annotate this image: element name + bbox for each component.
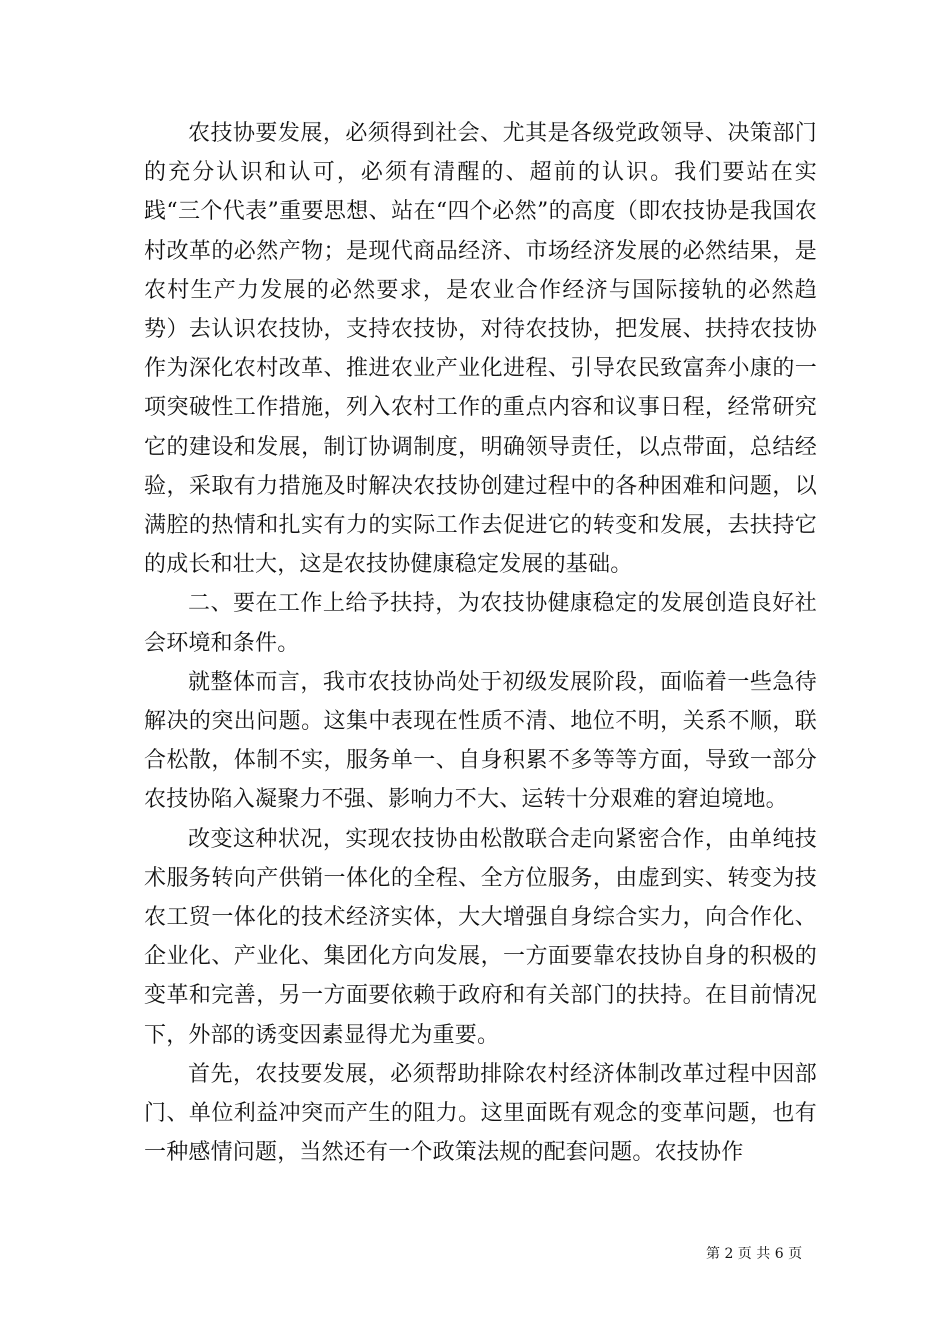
- paragraph: 就整体而言，我市农技协尚处于初级发展阶段，面临着一些急待解决的突出问题。这集中表现在性质不清、地位不明，关系不顺，联合松散，体制不实，服务单一、自身积累不多等等方面，导致一部分农技协陷入凝聚力不强、影响力不大、运转十分艰难的窘迫境地。: [144, 669, 817, 813]
- document-body: [144, 114, 817, 1172]
- paragraph: 改变这种状况，实现农技协由松散联合走向紧密合作，由单纯技术服务转向产供销一体化的全程、全方位服务，由虚到实、转变为技农工贸一体化的技术经济实体，大大增强自身综合实力，向合作化、企业化、产业化、集团化方向发展，一方面要靠农技协自身的积极的变革和完善，另一方面要依赖于政府和有关部门的扶持。在目前情况下，外部的诱变因素显得尤为重要。: [144, 826, 817, 1048]
- paragraph: 农技协要发展，必须得到社会、尤其是各级党政领导、决策部门的充分认识和认可，必须有清醒的、超前的认识。我们要站在实践“三个代表”重要思想、站在“四个必然”的高度（即农技协是我国农村改革的必然产物；是现代商品经济、市场经济发展的必然结果，是农村生产力发展的必然要求，是农业合作经济与国际接轨的必然趋势）去认识农技协，支持农技协，对待农技协，把发展、扶持农技协作为深化农村改革、推进农业产业化进程、引导农民致富奔小康的一项突破性工作措施，列入农村工作的重点内容和议事日程，经常研究它的建设和发展，制订协调制度，明确领导责任，以点带面，总结经验，采取有力措施及时解决农技协创建过程中的各种困难和问题，以满腔的热情和扎实有力的实际工作去促进它的转变和发展，去扶持它的成长和壮大，这是农技协健康稳定发展的基础。: [144, 121, 817, 578]
- section-heading: 二、要在工作上给予扶持，为农技协健康稳定的发展创造良好社会环境和条件。: [144, 591, 817, 656]
- paragraph: 首先，农技要发展，必须帮助排除农村经济体制改革过程中因部门、单位利益冲突而产生的阻力。这里面既有观念的变革问题，也有一种感情问题，当然还有一个政策法规的配套问题。农技协作: [144, 1061, 817, 1166]
- page-number: 第 2 页 共 6 页: [706, 1246, 803, 1262]
